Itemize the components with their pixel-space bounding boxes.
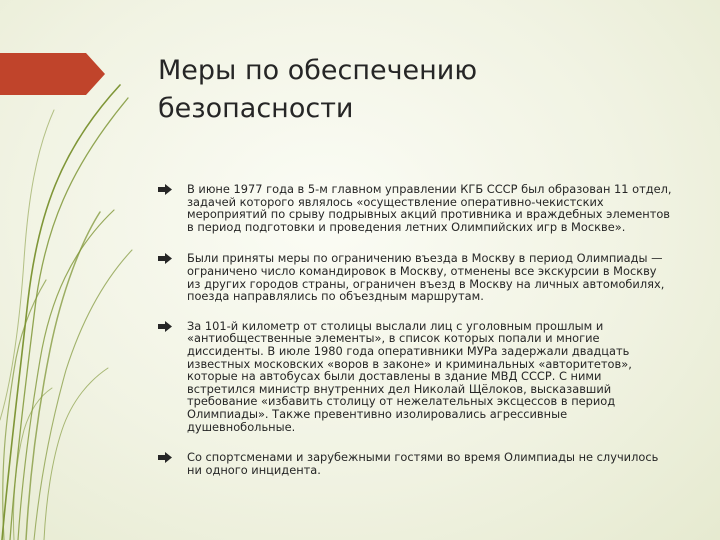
title-accent-marker xyxy=(0,53,105,95)
slide-title: Меры по обеспечению безопасности xyxy=(158,55,478,124)
arrow-right-icon xyxy=(158,184,172,195)
bullet-text: За 101-й километр от столицы выслали лиц с уголовным прошлым и «антиобщественные элементы», в список которых попали и многие диссиденты. В июле 1980 года оперативники МУРа задержали двадцать известных московских «воров в законе» и криминальных «авторитетов», которые на автобусах были доставлены в здание МВД СССР. С ними встретился министр внутренних дел Николай Щёлоков, высказавший требование «избавить столицу от нежелательных эксцессов в период Олимпиады». Также превентивно изолировались агрессивные душевнобольные. xyxy=(187,318,632,434)
list-item xyxy=(157,252,672,302)
arrow-right-icon xyxy=(158,321,172,332)
list-item xyxy=(157,183,672,233)
bullet-text: Были приняты меры по ограничению въезда в Москву в период Олимпиады — ограничено число командировок в Москву, отменены все экскурсии в Москву из других городов страны, ограничен въезд в Москву на личных автомобилях, поезда направлялись по объездным маршрутам. xyxy=(187,251,665,304)
arrow-right-icon xyxy=(158,253,172,264)
arrow-right-icon xyxy=(158,452,172,463)
list-item xyxy=(157,451,672,476)
bullet-list xyxy=(157,183,672,476)
list-item xyxy=(157,320,672,433)
bullet-text: В июне 1977 года в 5-м главном управлении КГБ СССР был образован 11 отдел, задачей которого являлось «осуществление оперативно-чекистских мероприятий по срыву подрывных акций противника и враждебных элементов в период подготовки и проведения летних Олимпийских игр в Москве». xyxy=(187,182,672,234)
bullet-text: Со спортсменами и зарубежными гостями во время Олимпиады не случилось ни одного инцидента. xyxy=(187,450,659,477)
